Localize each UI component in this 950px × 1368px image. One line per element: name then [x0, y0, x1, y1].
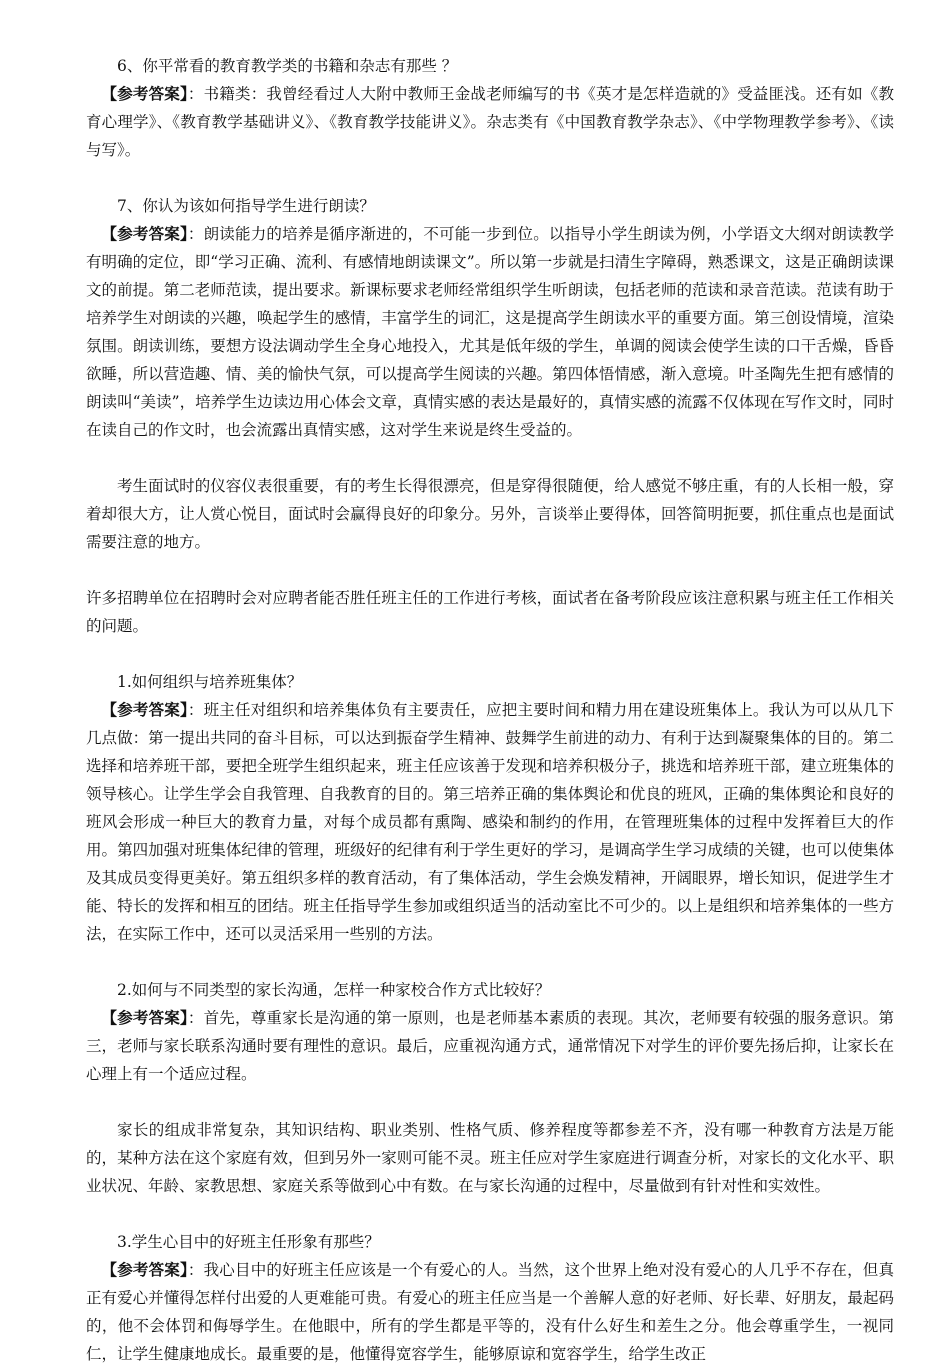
answer-b2-text: ：首先，尊重家长是沟通的第一原则，也是老师基本素质的表现。其次，老师要有较强的服务意识。第三，老师与家长联系沟通时要有理性的意识。最后，应重视沟通方式，通常情况下对学生的评价要先扬后抑，让家长在心理上有一个适应过程。: [86, 1009, 894, 1083]
answer-label: 【参考答案】: [101, 84, 188, 103]
spacer: [86, 1088, 894, 1116]
spacer: [86, 1200, 894, 1228]
question-b2: 2.如何与不同类型的家长沟通，怎样一种家校合作方式比较好？: [117, 981, 551, 999]
question-7: 7、你认为该如何指导学生进行朗读？: [117, 197, 375, 215]
spacer: [86, 444, 894, 472]
document-page: [86, 52, 894, 1368]
answer-label: 【参考答案】: [101, 700, 188, 719]
question-b1: 1.如何组织与培养班集体？: [117, 673, 303, 691]
answer-7-text: ：朗读能力的培养是循序渐进的，不可能一步到位。以指导小学生朗读为例，小学语文大纲对朗读教学有明确的定位，即“学习正确、流利、有感情地朗读课文”。所以第一步就是扫清生字障碍，熟悉课文，这是正确朗读课文的前提。第二老师范读，提出要求。新课标要求老师经常组织学生听朗读，包括老师的范读和录音范读。范读有助于培养学生对朗读的兴趣，唤起学生的感情，丰富学生的词汇，这是提高学生朗读水平的重要方面。第三创设情境，渲染氛围。朗读训练，要想方设法调动学生全身心地投入，尤其是低年级的学生，单调的阅读会使学生读的口干舌燥，昏昏欲睡，所以营造趣、情、美的愉快气氛，可以提高学生阅读的兴趣。第四体悟情感，渐入意境。叶圣陶先生把有感情的朗读叫“美读”，培养学生边读边用心体会文章，真情实感的表达是最好的，真情实感的流露不仅体现在写作文时，同时在读自己的作文时，也会流露出真情实感，这对学生来说是终生受益的。: [86, 225, 894, 439]
answer-6: [86, 80, 894, 164]
spacer: [86, 948, 894, 976]
answer-6-text: ：书籍类：我曾经看过人大附中教师王金战老师编写的书《英才是怎样造就的》受益匪浅。还有如《教育心理学》、《教育教学基础讲义》、《教育教学技能讲义》。杂志类有《中国教育教学杂志》、《中学物理教学参考》、《读与写》。: [86, 85, 894, 159]
answer-7: [86, 220, 894, 444]
spacer: [86, 640, 894, 668]
paragraph-intro: 许多招聘单位在招聘时会对应聘者能否胜任班主任的工作进行考核，面试者在备考阶段应该注意积累与班主任工作相关的问题。: [86, 589, 894, 635]
question-6: 6、你平常看的教育教学类的书籍和杂志有那些 ？: [117, 57, 458, 75]
spacer: [86, 164, 894, 192]
answer-b1-text: ：班主任对组织和培养集体负有主要责任，应把主要时间和精力用在建设班集体上。我认为可以从几下几点做：第一提出共同的奋斗目标，可以达到振奋学生精神、鼓舞学生前进的动力、有利于达到凝聚集体的目的。第二选择和培养班干部，要把全班学生组织起来，班主任应该善于发现和培养积极分子，挑选和培养班干部，建立班集体的领导核心。让学生学会自我管理、自我教育的目的。第三培养正确的集体舆论和优良的班风，正确的集体舆论和良好的班风会形成一种巨大的教育力量，对每个成员都有熏陶、感染和制约的作用，在管理班集体的过程中发挥着巨大的作用。第四加强对班集体纪律的管理，班级好的纪律有利于学生更好的学习，是调高学生学习成绩的关键，也可以使集体及其成员变得更美好。第五组织多样的教育活动，有了集体活动，学生会焕发精神，开阔眼界，增长知识，促进学生才能、特长的发挥和相互的团结。班主任指导学生参加或组织适当的活动室比不可少的。以上是组织和培养集体的一些方法，在实际工作中，还可以灵活采用一些别的方法。: [86, 701, 894, 943]
answer-label: 【参考答案】: [101, 1008, 188, 1027]
paragraph-appearance: 考生面试时的仪容仪表很重要，有的考生长得很漂亮，但是穿得很随便，给人感觉不够庄重，有的人长相一般，穿着却很大方，让人赏心悦目，面试时会赢得良好的印象分。另外，言谈举止要得体，回答简明扼要，抓住重点也是面试需要注意的地方。: [86, 477, 894, 551]
paragraph-parents: 家长的组成非常复杂，其知识结构、职业类别、性格气质、修养程度等都参差不齐，没有哪一种教育方法是万能的，某种方法在这个家庭有效，但到另外一家则可能不灵。班主任应对学生家庭进行调查分析，对家长的文化水平、职业状况、年龄、家教思想、家庭关系等做到心中有数。在与家长沟通的过程中，尽量做到有针对性和实效性。: [86, 1121, 894, 1195]
answer-label: 【参考答案】: [101, 1260, 188, 1279]
answer-b3-text: ：我心目中的好班主任应该是一个有爱心的人。当然，这个世界上绝对没有爱心的人几乎不存在，但真正有爱心并懂得怎样付出爱的人更难能可贵。有爱心的班主任应当是一个善解人意的好老师、好长辈、好朋友，最起码的，他不会体罚和侮辱学生。在他眼中，所有的学生都是平等的，没有什么好生和差生之分。他会尊重学生，一视同仁，让学生健康地成长。最重要的是，他懂得宽容学生，能够原谅和宽容学生，给学生改正: [86, 1261, 894, 1363]
answer-b2: [86, 1004, 894, 1088]
spacer: [86, 556, 894, 584]
answer-b1: [86, 696, 894, 948]
answer-b3: [86, 1256, 894, 1368]
answer-label: 【参考答案】: [101, 224, 188, 243]
question-b3: 3.学生心目中的好班主任形象有那些？: [117, 1233, 380, 1251]
